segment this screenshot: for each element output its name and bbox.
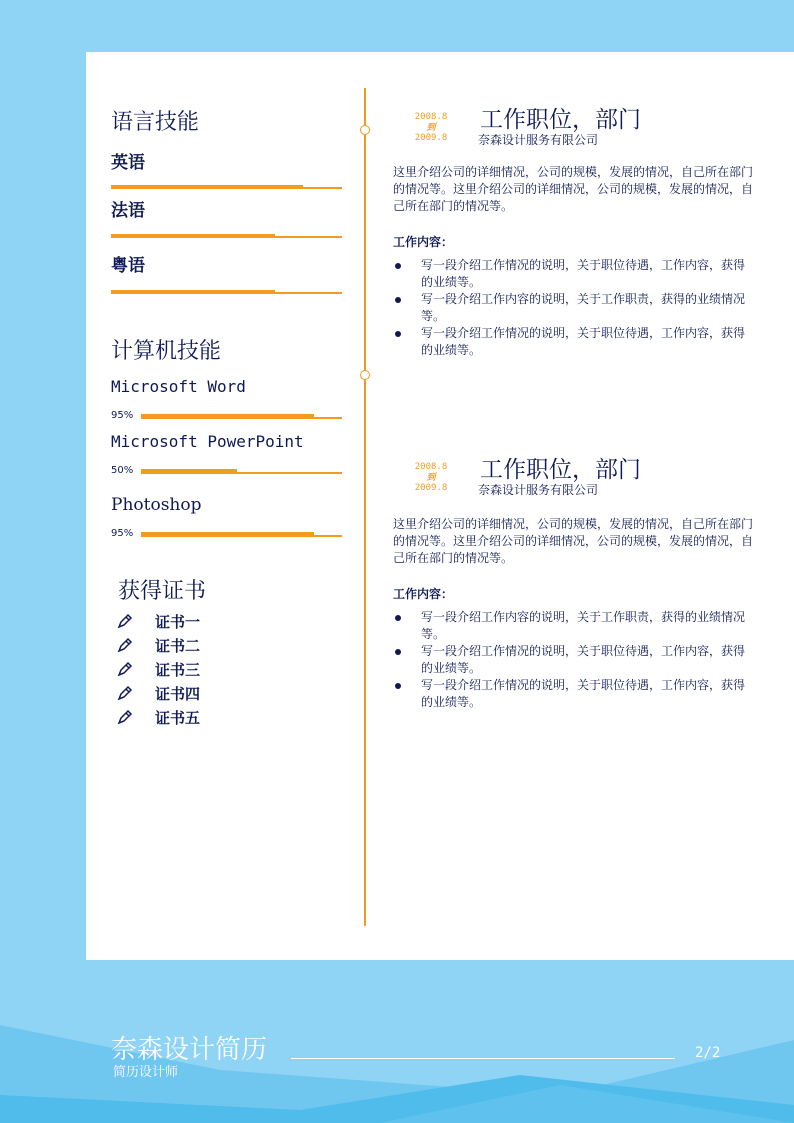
timeline-line: [364, 88, 366, 926]
job-date-to: 到: [426, 472, 436, 483]
language-label: 法语: [111, 201, 145, 221]
certificates-title: 获得证书: [118, 579, 207, 604]
timeline-dot: [360, 370, 370, 380]
job-dates: [414, 112, 448, 144]
job-date-start: 2008.8: [414, 112, 448, 122]
pencil-icon: [117, 613, 133, 629]
job-work-label: 工作内容：: [393, 235, 454, 249]
job-description: 这里介绍公司的详细情况，公司的规模，发展的情况，自己所在部门的情况等。这里介绍公司的详细情况，公司的规模，发展的情况，自己所在部门的情况等。: [393, 165, 754, 213]
footer-subtitle: 简历设计师: [113, 1065, 179, 1080]
footer-divider: [291, 1058, 675, 1059]
job-bullet: 写一段介绍工作内容的说明，关于工作职责，获得的业绩情况等。: [393, 609, 755, 643]
language-label: 英语: [111, 153, 145, 173]
computer-skill-name: Microsoft Word: [111, 377, 246, 396]
job-date-end: 2009.8: [414, 133, 448, 143]
computer-skill-percent: 95%: [111, 528, 134, 539]
computer-skill-name: Microsoft PowerPoint: [111, 432, 304, 451]
certificate-label: 证书五: [155, 708, 201, 727]
language-skills-title: 语言技能: [111, 110, 200, 135]
computer-skill-name: Photoshop: [111, 495, 202, 515]
language-bar-fill: [111, 290, 275, 294]
job-bullet: 写一段介绍工作情况的说明，关于职位待遇，工作内容，获得的业绩等。: [393, 257, 755, 291]
certificate-item: [117, 683, 200, 703]
computer-skill-bar-fill: [141, 469, 237, 473]
job-bullet: 写一段介绍工作情况的说明，关于职位待遇，工作内容，获得的业绩等。: [393, 325, 755, 359]
job-bullet: 写一段介绍工作情况的说明，关于职位待遇，工作内容，获得的业绩等。: [393, 643, 755, 677]
pencil-icon: [117, 685, 133, 701]
language-label: 粤语: [111, 256, 145, 276]
job-title: 工作职位，部门: [480, 107, 641, 133]
certificate-item: [117, 659, 200, 679]
timeline-dot: [360, 125, 370, 135]
job-dates: [414, 462, 448, 494]
certificate-item: [117, 635, 200, 655]
language-bar-fill: [111, 185, 303, 189]
job-company: 奈森设计服务有限公司: [478, 483, 599, 497]
computer-skill-percent: 50%: [111, 465, 134, 476]
job-date-start: 2008.8: [414, 462, 448, 472]
job-bullet: 写一段介绍工作情况的说明，关于职位待遇，工作内容，获得的业绩等。: [393, 677, 755, 711]
certificate-label: 证书一: [155, 612, 201, 631]
job-description: 这里介绍公司的详细情况，公司的规模，发展的情况，自己所在部门的情况等。这里介绍公司的详细情况，公司的规模，发展的情况，自己所在部门的情况等。: [393, 517, 754, 565]
pencil-icon: [117, 637, 133, 653]
computer-skill-percent: 95%: [111, 410, 134, 421]
footer-brand: 奈森设计简历: [111, 1035, 268, 1065]
job-bullet-list: [393, 609, 755, 711]
language-bar-fill: [111, 234, 275, 238]
computer-skill-bar-fill: [141, 532, 314, 536]
certificate-label: 证书四: [155, 684, 201, 703]
certificate-label: 证书三: [155, 660, 201, 679]
pencil-icon: [117, 709, 133, 725]
job-bullet-list: [393, 257, 755, 359]
job-title: 工作职位，部门: [480, 457, 641, 483]
certificate-label: 证书二: [155, 636, 201, 655]
job-work-label: 工作内容：: [393, 587, 454, 601]
certificate-item: [117, 707, 200, 727]
computer-skills-title: 计算机技能: [111, 339, 222, 364]
computer-skill-bar-fill: [141, 414, 314, 418]
job-bullet: 写一段介绍工作内容的说明，关于工作职责，获得的业绩情况等。: [393, 291, 755, 325]
job-company: 奈森设计服务有限公司: [478, 133, 599, 147]
job-date-to: 到: [426, 122, 436, 133]
certificate-item: [117, 611, 200, 631]
job-date-end: 2009.8: [414, 483, 448, 493]
pencil-icon: [117, 661, 133, 677]
page-number: 2/2: [695, 1045, 721, 1061]
